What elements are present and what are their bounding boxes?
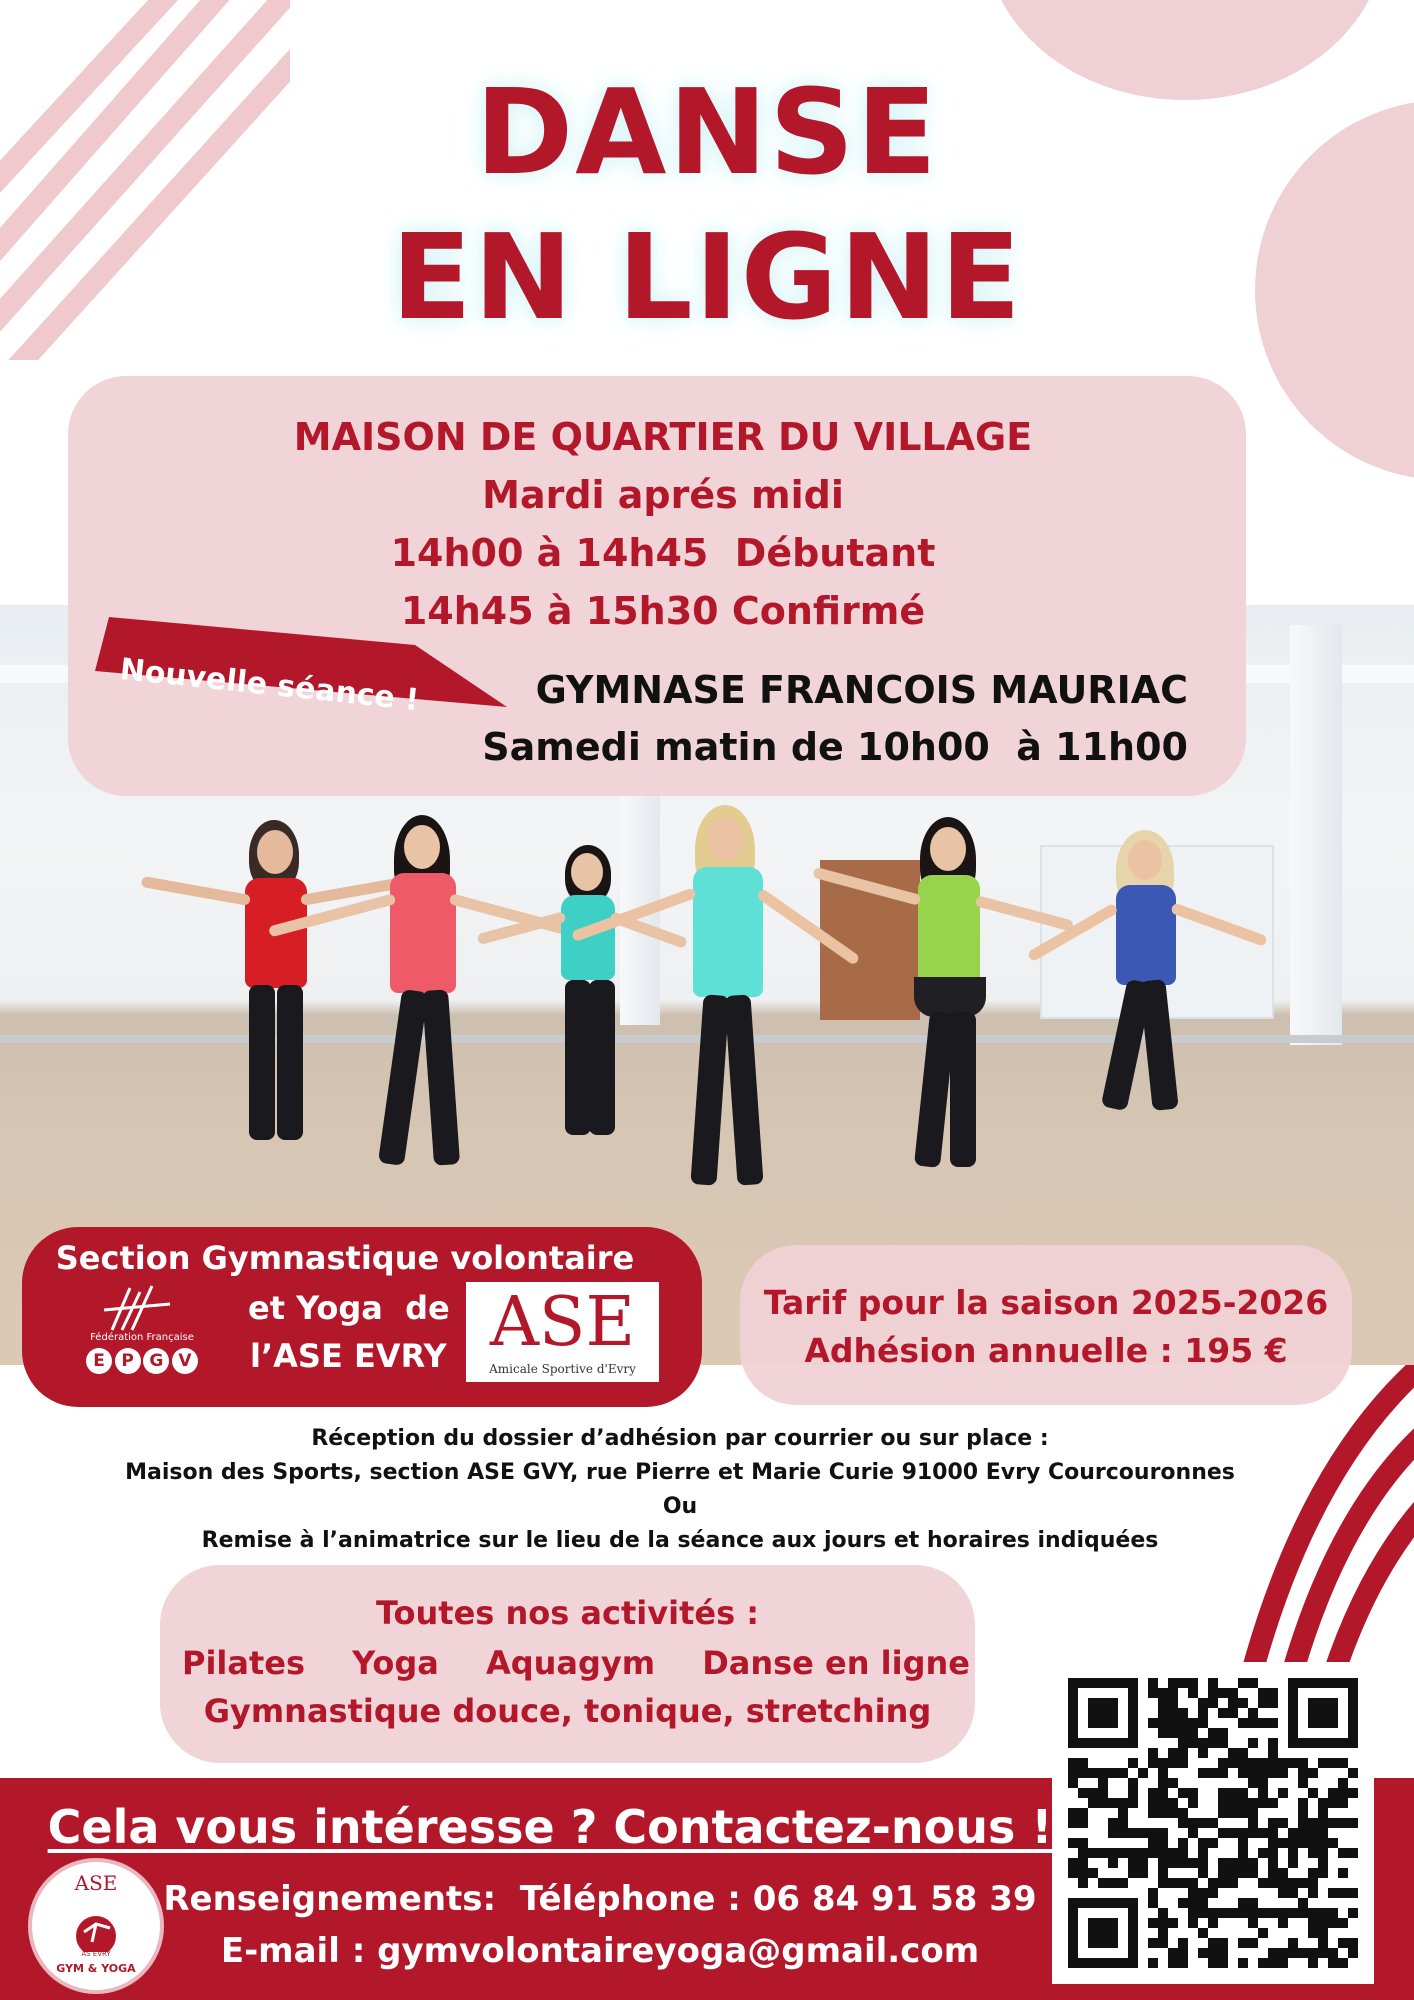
reception-line-4: Remise à l’animatrice sur le lieu de la séance aux jours et horaires indiquées: [201, 1528, 1159, 1553]
new-session-badge-label: Nouvelle séance !: [118, 651, 421, 719]
venue-2: GYMNASE FRANCOIS MAURIAC: [535, 668, 1188, 712]
activities-line-2: Gymnastique douce, tonique, stretching: [203, 1692, 932, 1730]
ase-logo-caption: Amicale Sportive d'Evry: [489, 1362, 636, 1376]
tarif-line-2: Adhésion annuelle : 195 €: [804, 1331, 1288, 1370]
epgv-letter-p: P: [115, 1348, 141, 1374]
reception-line-1: Réception du dossier d’adhésion par courrier ou sur place :: [311, 1426, 1049, 1451]
activity-yoga: Yoga: [352, 1644, 439, 1682]
activity-aquagym: Aquagym: [485, 1644, 656, 1682]
epgv-caption: Fédération Française: [90, 1332, 194, 1343]
activity-danse-en-ligne: Danse en ligne: [702, 1644, 970, 1682]
section-line-3: l’ASE EVRY: [250, 1337, 447, 1375]
gym-yoga-logo-small: AS EVRY: [81, 1950, 111, 1958]
section-line-2: et Yoga de: [248, 1289, 450, 1327]
gym-yoga-logo-bottom: GYM & YOGA: [56, 1962, 136, 1975]
activity-pilates: Pilates: [182, 1644, 306, 1682]
reception-line-2: Maison des Sports, section ASE GVY, rue Pierre et Marie Curie 91000 Evry Courcouronnes: [125, 1460, 1235, 1485]
contact-phone: Renseignements: Téléphone : 06 84 91 58 39: [163, 1879, 1037, 1919]
ase-logo-text: ASE: [489, 1283, 636, 1362]
contact-email: E-mail : gymvolontaireyoga@gmail.com: [220, 1931, 980, 1971]
contact-heading: Cela vous intéresse ? Contactez-nous !: [47, 1800, 1053, 1854]
yoga-figure-icon: [66, 1902, 126, 1952]
epgv-letter-e: E: [86, 1348, 112, 1374]
ase-logo: [466, 1282, 659, 1382]
qr-code[interactable]: [1052, 1662, 1374, 1984]
epgv-letter-v: V: [172, 1348, 198, 1374]
epgv-letter-g: G: [143, 1348, 169, 1374]
gym-yoga-logo: [28, 1858, 164, 1994]
day-1: Mardi aprés midi: [482, 473, 844, 517]
qr-code-icon: [1052, 1662, 1374, 1984]
venue-1: MAISON DE QUARTIER DU VILLAGE: [293, 415, 1033, 459]
day-2: Samedi matin de 10h00 à 11h00: [482, 725, 1188, 769]
activities-heading: Toutes nos activités :: [375, 1594, 760, 1632]
slot-1: 14h00 à 14h45 Débutant: [390, 531, 936, 575]
epgv-mark-icon: [82, 1282, 202, 1334]
section-line-1: Section Gymnastique volontaire: [55, 1239, 635, 1277]
tarif-line-1: Tarif pour la saison 2025-2026: [763, 1283, 1329, 1322]
title-line-2: EN LIGNE: [391, 208, 1023, 346]
slot-2: 14h45 à 15h30 Confirmé: [400, 589, 926, 633]
epgv-logo: [82, 1282, 202, 1382]
gym-yoga-logo-top: ASE: [74, 1871, 118, 1895]
reception-line-3: Ou: [662, 1494, 698, 1519]
title-line-1: DANSE: [475, 63, 939, 201]
activities-list: [170, 1640, 970, 1686]
